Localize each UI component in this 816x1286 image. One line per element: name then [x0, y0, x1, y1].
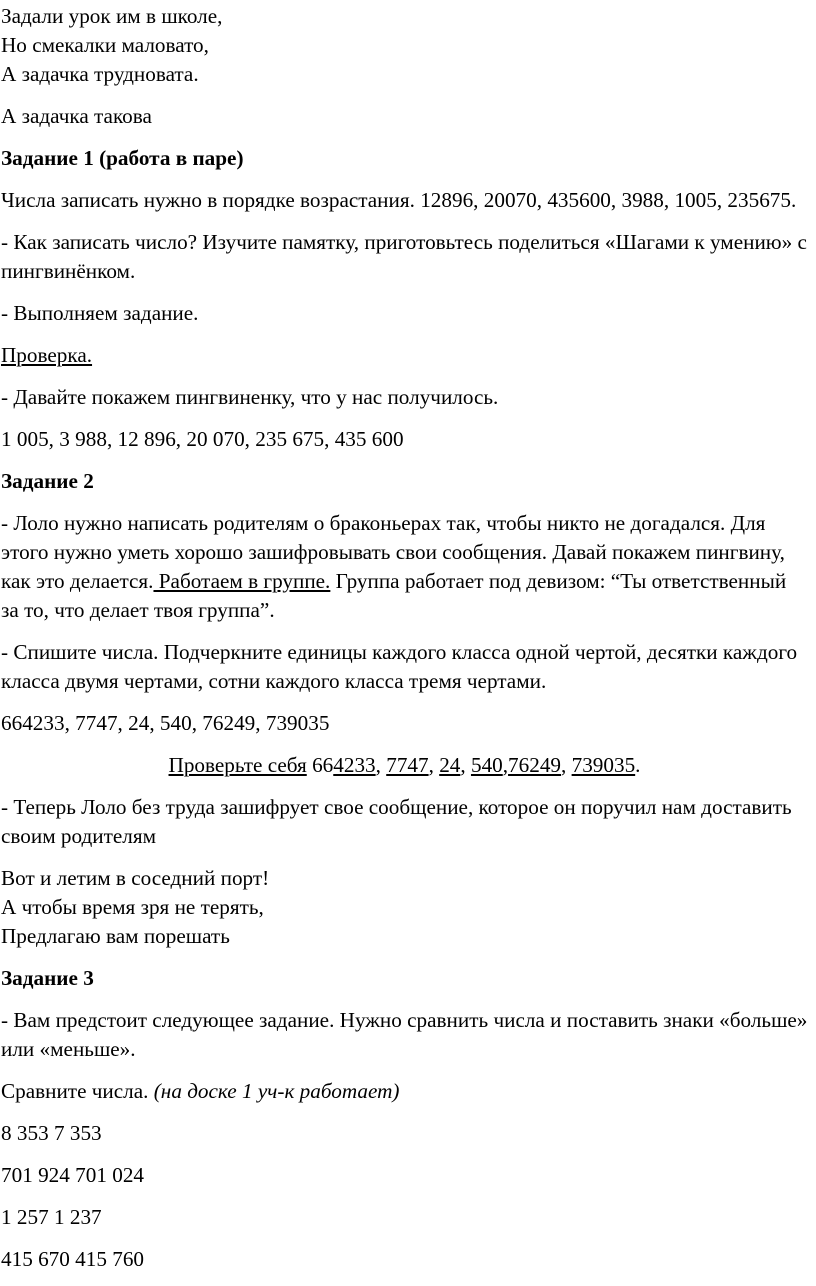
- underlined-number-segment: 540: [470, 753, 503, 777]
- poem-transition: [1, 864, 808, 951]
- underlined-number-segment: 7747: [386, 753, 429, 777]
- task1-title: Задание 1 (работа в паре): [1, 146, 244, 170]
- intro-text: А задачка такова: [1, 104, 152, 128]
- answer-text-segment: ,: [460, 753, 471, 777]
- poem-line: Но смекалки маловато,: [1, 33, 209, 57]
- task2-text: [1, 509, 808, 625]
- answer-text-segment: ,: [428, 753, 440, 777]
- underlined-number-segment: 24: [439, 753, 461, 777]
- poem-line: Предлагаю вам порешать: [1, 924, 230, 948]
- poem-line: А чтобы время зря не терять,: [1, 895, 264, 919]
- task3-text: - Вам предстоит следующее задание. Нужно сравнить числа и поставить знаки «больше» или «меньше».: [1, 1008, 808, 1061]
- answer-text-segment: ,: [502, 753, 509, 777]
- task2-check: [1, 751, 808, 780]
- task3-compare-label: Сравните числа.: [1, 1079, 149, 1103]
- task2-next: - Теперь Лоло без труда зашифрует свое сообщение, которое он поручил нам доставить своим родителям: [1, 795, 792, 848]
- task1-answer: 1 005, 3 988, 12 896, 20 070, 235 675, 435 600: [1, 427, 404, 451]
- task2-instruction: - Спишите числа. Подчеркните единицы каждого класса одной чертой, десятки каждого класса двумя чертами, сотни каждого класса тремя чертами.: [1, 640, 798, 693]
- answer-text-segment: ,: [375, 753, 387, 777]
- task3-title: Задание 3: [1, 966, 94, 990]
- answer-text-segment: .: [635, 753, 641, 777]
- task2-numbers: 664233, 7747, 24, 540, 76249, 739035: [1, 711, 330, 735]
- task2-check-label: Проверьте себя: [168, 753, 307, 777]
- poem-line: Задали урок им в школе,: [1, 4, 223, 28]
- poem-line: А задачка трудновата.: [1, 62, 199, 86]
- task3-compare: [1, 1077, 808, 1106]
- comparison-pair: 8 353 7 353: [1, 1121, 102, 1145]
- answer-text-segment: ,: [561, 753, 572, 777]
- task2-group-work: Работаем в группе.: [153, 569, 331, 593]
- task2-check-answer: [307, 753, 641, 777]
- task1-do: - Выполняем задание.: [1, 301, 199, 325]
- poem-line: Вот и летим в соседний порт!: [1, 866, 270, 890]
- task2-text-after: Группа работает под девизом: “Ты ответственный за то, что делает твоя группа”.: [1, 569, 787, 622]
- task1-question: - Как записать число? Изучите памятку, приготовьтесь поделиться «Шагами к умению» с пингвинёнком.: [1, 230, 807, 283]
- task2-title: Задание 2: [1, 469, 94, 493]
- answer-text-segment: 66: [306, 753, 334, 777]
- comparison-pair: 415 670 415 760: [1, 1247, 145, 1271]
- task1-check-label: Проверка.: [1, 343, 93, 367]
- comparison-pair: 1 257 1 237: [1, 1205, 102, 1229]
- task3-compare-note: (на доске 1 уч-к работает): [153, 1079, 400, 1103]
- underlined-number-segment: 4233: [333, 753, 376, 777]
- underlined-number-segment: 739035: [571, 753, 636, 777]
- poem-intro: [1, 2, 808, 89]
- task1-text: Числа записать нужно в порядке возрастания. 12896, 20070, 435600, 3988, 1005, 235675.: [1, 188, 797, 212]
- task2-text-before: - Лоло нужно написать родителям о браконьерах так, чтобы никто не догадался. Для этого нужно уметь хорошо зашифровывать свои сообщения. Давай покажем пингвину, как это делается.: [1, 511, 785, 593]
- task1-show: - Давайте покажем пингвиненку, что у нас получилось.: [1, 385, 499, 409]
- comparison-pair: 701 924 701 024: [1, 1163, 145, 1187]
- underlined-number-segment: 76249: [508, 753, 562, 777]
